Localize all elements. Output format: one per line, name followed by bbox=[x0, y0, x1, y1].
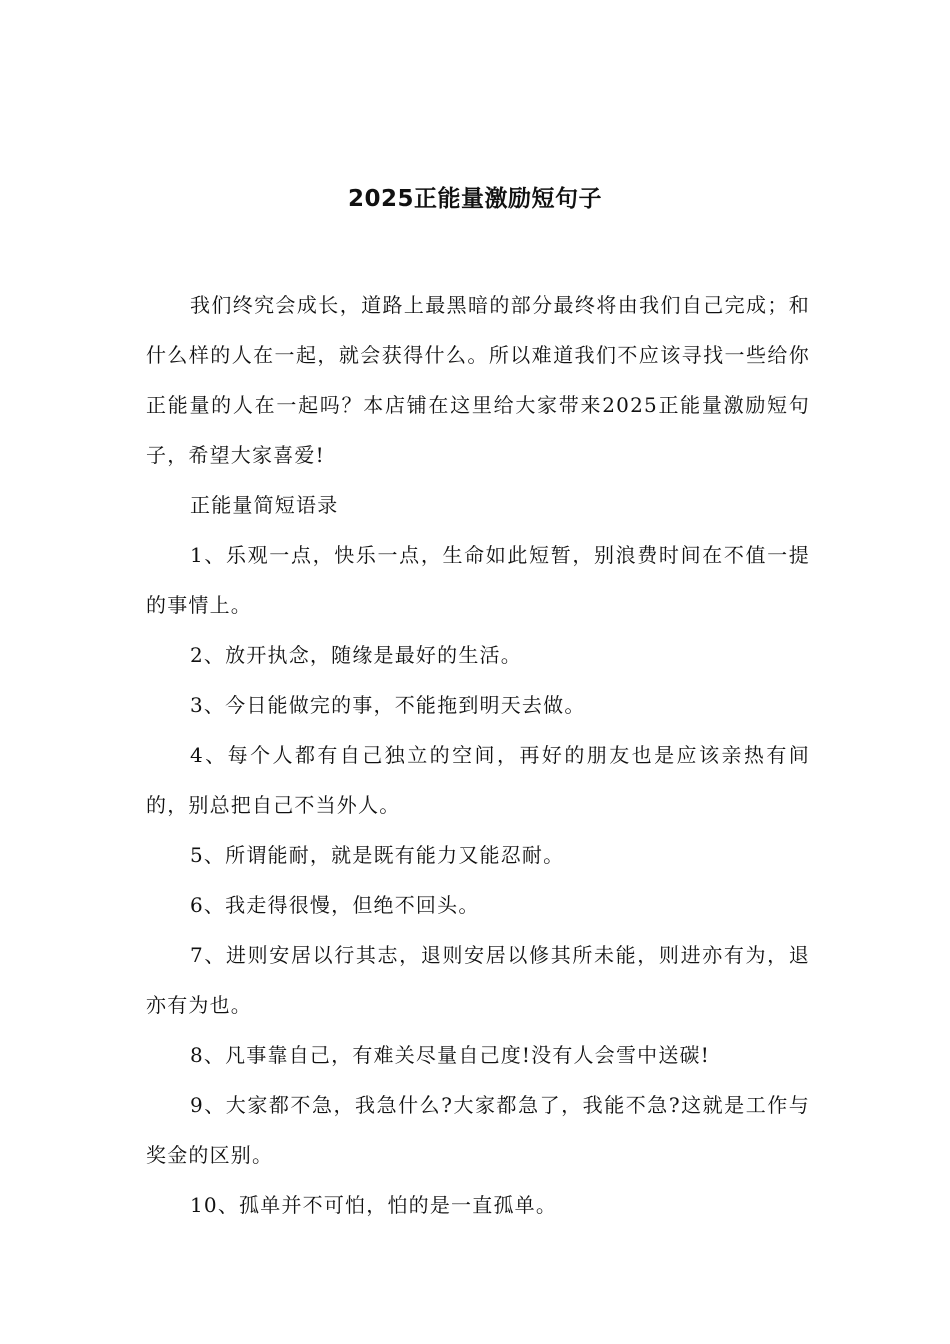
section-heading: 正能量简短语录 bbox=[190, 493, 339, 517]
quote-item-9: 9、大家都不急，我急什么?大家都急了，我能不急?这就是工作与奖金的区别。 bbox=[146, 1093, 810, 1167]
intro-paragraph: 我们终究会成长，道路上最黑暗的部分最终将由我们自己完成；和什么样的人在一起，就会获得什么。所以难道我们不应该寻找一些给你正能量的人在一起吗？本店铺在这里给大家带来2025正能量激励短句子，希望大家喜爱! bbox=[146, 293, 810, 467]
document-body bbox=[146, 280, 810, 1230]
document-title: 2025正能量激励短句子 bbox=[347, 186, 602, 212]
quote-item-4: 4、每个人都有自己独立的空间，再好的朋友也是应该亲热有间的，别总把自己不当外人。 bbox=[146, 743, 810, 817]
quote-item-8: 8、凡事靠自己，有难关尽量自己度!没有人会雪中送碳! bbox=[190, 1043, 710, 1067]
quote-item-10: 10、孤单并不可怕，怕的是一直孤单。 bbox=[190, 1193, 558, 1217]
quote-item-2: 2、放开执念，随缘是最好的生活。 bbox=[190, 643, 522, 667]
quote-item-7: 7、进则安居以行其志，退则安居以修其所未能，则进亦有为，退亦有为也。 bbox=[146, 943, 810, 1017]
quote-item-3: 3、今日能做完的事，不能拖到明天去做。 bbox=[190, 693, 586, 717]
quote-item-6: 6、我走得很慢，但绝不回头。 bbox=[190, 893, 480, 917]
quote-item-1: 1、乐观一点，快乐一点，生命如此短暂，别浪费时间在不值一提的事情上。 bbox=[146, 543, 810, 617]
quote-item-5: 5、所谓能耐，就是既有能力又能忍耐。 bbox=[190, 843, 565, 867]
